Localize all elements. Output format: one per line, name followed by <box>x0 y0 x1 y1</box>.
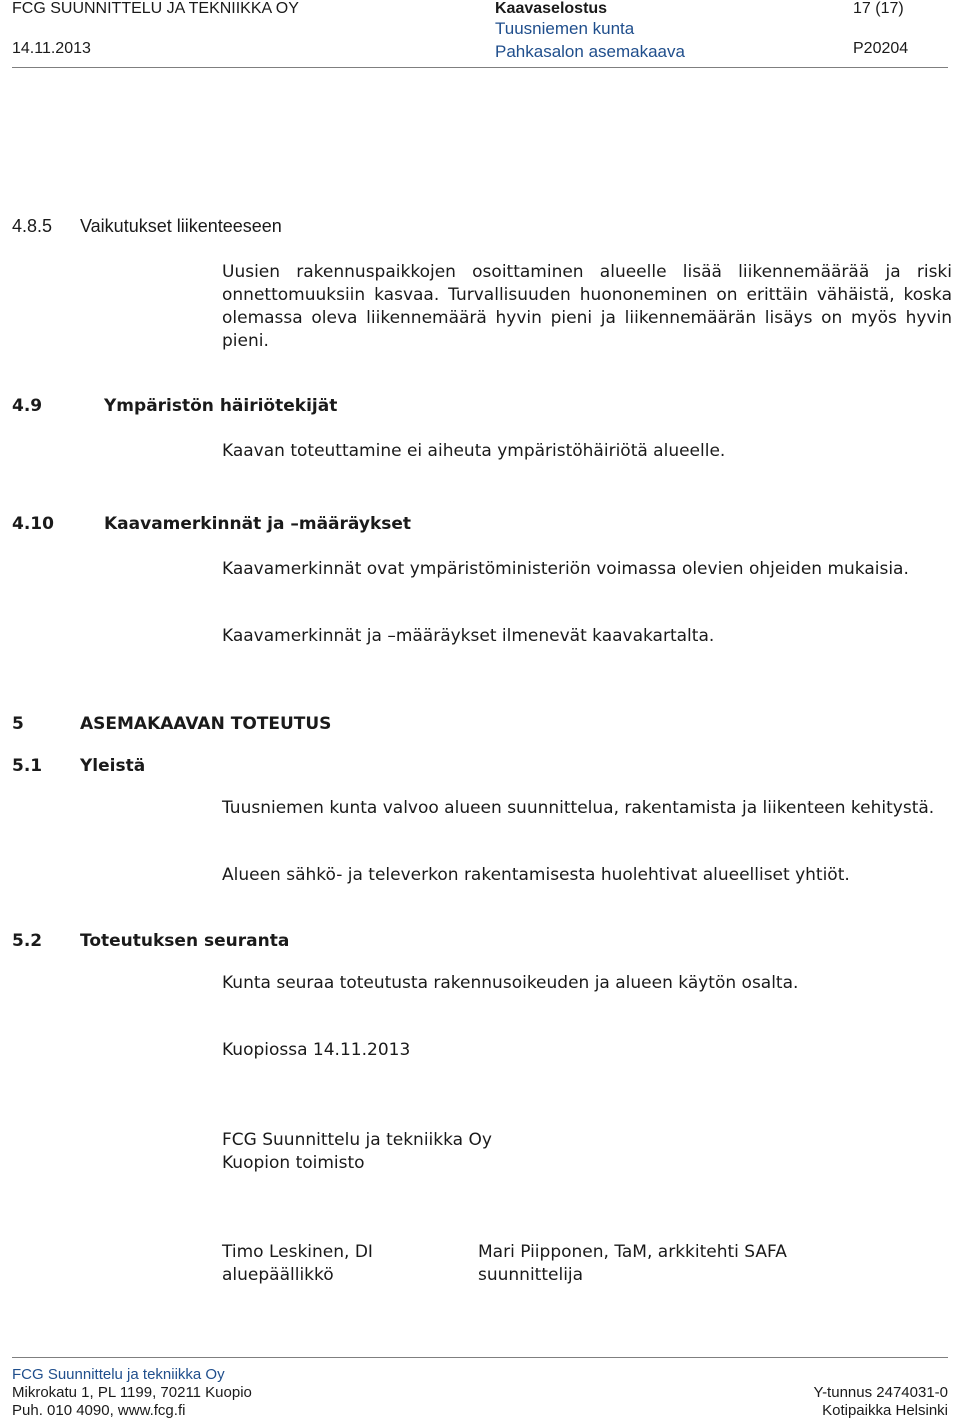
section-5-1-text-1: Tuusniemen kunta valvoo alueen suunnittelua, rakentamista ja liikenteen kehitystä. <box>222 798 935 818</box>
section-5-1-title: Yleistä <box>80 756 146 776</box>
section-5-2-text: Kunta seuraa toteutusta rakennusoikeuden ja alueen käytön osalta. <box>222 973 799 993</box>
section-5-1-text-2: Alueen sähkö- ja televerkon rakentamisesta huolehtivat alueelliset yhtiöt. <box>222 865 850 885</box>
section-5-1-number: 5.1 <box>12 756 43 776</box>
signature-office: Kuopion toimisto <box>222 1153 365 1173</box>
header-plan-name: Pahkasalon asemakaava <box>495 42 685 61</box>
chapter-5-title: ASEMAKAAVAN TOTEUTUS <box>80 714 332 734</box>
section-4-8-5-number: 4.8.5 <box>12 216 53 236</box>
signer-2-name: Mari Piipponen, TaM, arkkitehti SAFA <box>478 1242 787 1262</box>
footer-contact: Puh. 010 4090, www.fcg.fi <box>12 1402 186 1419</box>
signer-2-title: suunnittelija <box>478 1265 584 1285</box>
section-5-2-title: Toteutuksen seuranta <box>80 931 290 951</box>
signature-company: FCG Suunnittelu ja tekniikka Oy <box>222 1130 492 1150</box>
signer-1-title: aluepäällikkö <box>222 1265 334 1285</box>
section-4-10-text-2: Kaavamerkinnät ja –määräykset ilmenevät kaavakartalta. <box>222 626 715 646</box>
section-5-2-number: 5.2 <box>12 931 43 951</box>
section-4-8-5-text: Uusien rakennuspaikkojen osoittaminen alueelle lisää liikennemäärää ja riski onnettomuuksiin kasvaa. Turvallisuuden huononeminen on erittäin vähäistä, koska olemassa oleva liikennemäärä hyvin pieni ja liikennemäärän lisäys on myös hyvin pieni. <box>222 262 952 351</box>
section-4-9-text: Kaavan toteuttamine ei aiheuta ympäristöhäiriötä alueelle. <box>222 441 726 461</box>
section-4-9-title: Ympäristön häiriötekijät <box>104 396 338 416</box>
footer-divider <box>12 1357 948 1358</box>
chapter-5-number: 5 <box>12 714 24 734</box>
section-4-10-text-1: Kaavamerkinnät ovat ympäristöministeriön voimassa olevien ohjeiden mukaisia. <box>222 559 909 579</box>
footer-domicile: Kotipaikka Helsinki <box>822 1402 948 1419</box>
header-page-number: 17 (17) <box>853 0 904 17</box>
footer-business-id: Y-tunnus 2474031-0 <box>813 1384 948 1401</box>
signer-1-name: Timo Leskinen, DI <box>222 1242 373 1262</box>
section-4-10-title: Kaavamerkinnät ja –määräykset <box>104 514 412 534</box>
place-and-date: Kuopiossa 14.11.2013 <box>222 1040 411 1060</box>
section-4-9-number: 4.9 <box>12 396 43 416</box>
section-4-10-number: 4.10 <box>12 514 54 534</box>
footer-company: FCG Suunnittelu ja tekniikka Oy <box>12 1366 225 1383</box>
header-project-code: P20204 <box>853 40 909 57</box>
header-municipality: Tuusniemen kunta <box>495 19 635 38</box>
footer-address: Mikrokatu 1, PL 1199, 70211 Kuopio <box>12 1384 252 1401</box>
header-doc-type: Kaavaselostus <box>495 0 608 17</box>
section-4-8-5-title: Vaikutukset liikenteeseen <box>80 216 282 236</box>
header-date: 14.11.2013 <box>12 40 91 57</box>
header-company: FCG SUUNNITTELU JA TEKNIIKKA OY <box>12 0 299 17</box>
header-divider <box>12 67 948 68</box>
